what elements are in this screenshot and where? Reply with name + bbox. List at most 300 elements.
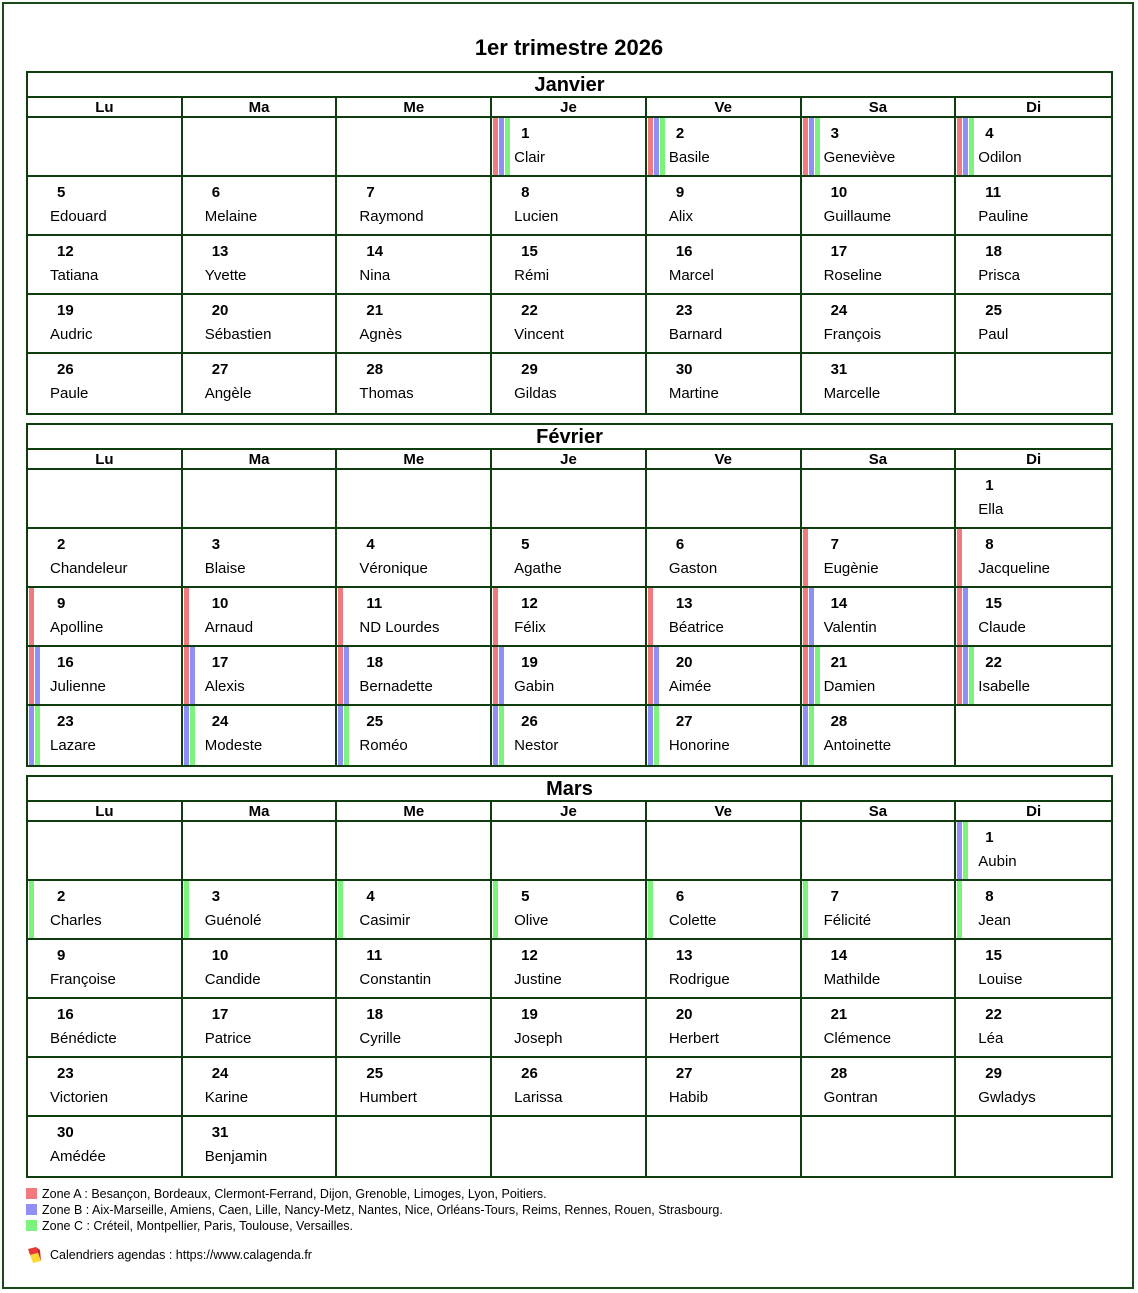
saint-name: Gildas [514, 385, 557, 402]
day-cell [802, 354, 957, 413]
day-cell [956, 529, 1111, 588]
holiday-zone-b-bar [493, 706, 498, 765]
empty-cell [492, 1117, 647, 1176]
day-cell [337, 940, 492, 999]
saint-name: Raymond [359, 208, 424, 225]
day-cell [28, 295, 183, 354]
credit-text: Calendriers agendas : https://www.calagenda.fr [50, 1248, 312, 1262]
day-number: 2 [675, 125, 685, 142]
day-cell [337, 295, 492, 354]
saint-name: Aubin [978, 853, 1017, 870]
day-number: 30 [57, 1124, 74, 1141]
empty-cell [28, 822, 183, 881]
day-number: 29 [985, 1065, 1002, 1082]
day-cell [183, 295, 338, 354]
day-number: 15 [985, 595, 1002, 612]
day-cell [337, 647, 492, 706]
saint-name: Habib [668, 1089, 709, 1106]
day-number: 27 [675, 713, 693, 730]
day-cell [956, 177, 1111, 236]
saint-name: Benjamin [204, 1148, 268, 1165]
day-number: 9 [675, 184, 685, 201]
saint-name: Honorine [668, 737, 730, 754]
day-number: 6 [675, 536, 685, 553]
legend-zone-b-text: Zone B : Aix-Marseille, Amiens, Caen, Lille, Nancy-Metz, Nantes, Nice, Orléans-Tours, Reims, Rennes, Rouen, Strasbourg. [42, 1203, 723, 1217]
empty-cell [956, 706, 1111, 765]
saint-name: Véronique [359, 560, 428, 577]
holiday-zone-b-bar [809, 118, 814, 175]
weekday-header: Me [337, 450, 492, 470]
day-number: 8 [985, 888, 994, 905]
empty-cell [802, 822, 957, 881]
empty-cell [647, 1117, 802, 1176]
empty-cell [183, 822, 338, 881]
day-cell [956, 940, 1111, 999]
day-number: 28 [830, 1065, 848, 1082]
saint-name: Guillaume [823, 208, 892, 225]
saint-name: Aimée [668, 678, 712, 695]
day-number: 13 [675, 595, 693, 612]
day-number: 26 [521, 713, 538, 730]
zone-a-swatch [26, 1188, 37, 1199]
saint-name: Claude [978, 619, 1026, 636]
saint-name: Victorien [50, 1089, 109, 1106]
weekday-header: Di [956, 450, 1111, 470]
day-number: 1 [985, 477, 994, 494]
saint-name: Roseline [823, 267, 882, 284]
saint-name: Nestor [514, 737, 559, 754]
weekday-header: Ve [647, 98, 802, 118]
day-cell [28, 177, 183, 236]
weekday-header: Me [337, 802, 492, 822]
day-number: 9 [57, 947, 66, 964]
saint-name: Léa [978, 1030, 1004, 1047]
holiday-zone-c-bar [815, 647, 820, 704]
day-number: 7 [830, 888, 839, 905]
saint-name: Yvette [204, 267, 247, 284]
empty-cell [337, 118, 492, 177]
saint-name: Guénolé [204, 912, 262, 929]
day-cell [28, 236, 183, 295]
day-number: 11 [366, 595, 383, 612]
day-cell [647, 940, 802, 999]
holiday-zone-b-bar [803, 706, 808, 765]
day-cell [337, 354, 492, 413]
holiday-zone-a-bar [184, 588, 189, 645]
holiday-zone-c-bar [35, 706, 40, 765]
weekday-header: Ve [647, 802, 802, 822]
day-cell [802, 177, 957, 236]
holiday-zone-b-bar [957, 822, 962, 879]
saint-name: Thomas [359, 385, 414, 402]
saint-name: Joseph [514, 1030, 563, 1047]
weekday-header: Di [956, 98, 1111, 118]
day-cell [492, 529, 647, 588]
day-cell [28, 706, 183, 765]
empty-cell [956, 354, 1111, 413]
holiday-zone-c-bar [499, 706, 504, 765]
day-cell [492, 118, 647, 177]
saint-name: Apolline [50, 619, 104, 636]
day-cell [492, 881, 647, 940]
saint-name: Barnard [668, 326, 723, 343]
holiday-zone-c-bar [338, 881, 343, 938]
day-number: 3 [211, 536, 221, 553]
day-cell [183, 999, 338, 1058]
day-cell [956, 236, 1111, 295]
day-cell [492, 647, 647, 706]
day-number: 1 [521, 125, 530, 142]
saint-name: Françoise [50, 971, 116, 988]
day-number: 13 [211, 243, 229, 260]
holiday-zone-c-bar [648, 881, 653, 938]
saint-name: Alexis [204, 678, 245, 695]
day-number: 28 [830, 713, 848, 730]
holiday-zone-a-bar [803, 588, 808, 645]
day-number: 22 [521, 302, 538, 319]
day-cell [802, 706, 957, 765]
saint-name: Mathilde [823, 971, 881, 988]
holiday-zone-b-bar [654, 118, 659, 175]
holiday-zone-a-bar [957, 529, 962, 586]
saint-name: Vincent [514, 326, 564, 343]
holiday-zone-c-bar [505, 118, 510, 175]
day-number: 15 [521, 243, 538, 260]
day-cell [183, 647, 338, 706]
month-grid [28, 450, 1111, 765]
day-cell [956, 470, 1111, 529]
empty-cell [492, 822, 647, 881]
day-cell [956, 881, 1111, 940]
saint-name: Audric [50, 326, 93, 343]
day-cell [647, 881, 802, 940]
month-block-0 [26, 71, 1113, 415]
day-cell [802, 529, 957, 588]
holiday-zone-c-bar [803, 881, 808, 938]
holiday-zone-c-bar [344, 706, 349, 765]
holiday-zone-a-bar [184, 647, 189, 704]
day-cell [802, 588, 957, 647]
saint-name: Larissa [514, 1089, 563, 1106]
saint-name: Lazare [50, 737, 96, 754]
day-number: 4 [366, 536, 375, 553]
holiday-zone-a-bar [29, 588, 34, 645]
day-cell [337, 529, 492, 588]
saint-name: Modeste [204, 737, 263, 754]
empty-cell [802, 470, 957, 529]
day-number: 18 [366, 654, 384, 671]
day-cell [28, 647, 183, 706]
day-cell [647, 1058, 802, 1117]
day-number: 19 [521, 654, 538, 671]
holiday-zone-a-bar [338, 588, 343, 645]
day-number: 10 [211, 947, 229, 964]
day-number: 7 [830, 536, 839, 553]
day-number: 27 [211, 361, 229, 378]
day-cell [28, 940, 183, 999]
day-number: 1 [985, 829, 994, 846]
day-cell [183, 236, 338, 295]
day-cell [492, 706, 647, 765]
saint-name: Pauline [978, 208, 1029, 225]
saint-name: Basile [668, 149, 710, 166]
holiday-zone-b-bar [35, 647, 40, 704]
holiday-zone-a-bar [493, 588, 498, 645]
day-cell [956, 1058, 1111, 1117]
day-number: 21 [366, 302, 384, 319]
day-number: 3 [211, 888, 221, 905]
day-cell [647, 647, 802, 706]
day-number: 20 [675, 654, 693, 671]
day-cell [183, 706, 338, 765]
holiday-zone-b-bar [963, 588, 968, 645]
day-number: 25 [366, 713, 384, 730]
day-cell [337, 999, 492, 1058]
month-name: Mars [28, 777, 1111, 802]
day-cell [802, 1058, 957, 1117]
day-cell [28, 999, 183, 1058]
day-cell [956, 118, 1111, 177]
day-number: 12 [57, 243, 74, 260]
day-number: 27 [675, 1065, 693, 1082]
day-number: 25 [366, 1065, 384, 1082]
holiday-zone-c-bar [190, 706, 195, 765]
saint-name: Bernadette [359, 678, 433, 695]
day-number: 7 [366, 184, 375, 201]
saint-name: Gaston [668, 560, 718, 577]
day-cell [647, 177, 802, 236]
day-number: 5 [521, 536, 530, 553]
zone-c-swatch [26, 1220, 37, 1231]
credit-line [26, 1245, 312, 1265]
weekday-header: Ma [183, 802, 338, 822]
day-number: 24 [830, 302, 848, 319]
legend-zone-a-text: Zone A : Besançon, Bordeaux, Clermont-Ferrand, Dijon, Grenoble, Limoges, Lyon, Poitiers. [42, 1187, 547, 1201]
day-cell [647, 999, 802, 1058]
day-number: 21 [830, 654, 848, 671]
day-number: 22 [985, 1006, 1002, 1023]
saint-name: Clémence [823, 1030, 892, 1047]
day-cell [956, 999, 1111, 1058]
day-cell [337, 881, 492, 940]
day-number: 23 [57, 713, 74, 730]
saint-name: Julienne [50, 678, 106, 695]
day-number: 17 [830, 243, 848, 260]
saint-name: Félix [514, 619, 546, 636]
day-cell [956, 647, 1111, 706]
holiday-zone-a-bar [493, 118, 498, 175]
saint-name: Odilon [978, 149, 1022, 166]
holiday-zone-c-bar [969, 647, 974, 704]
day-number: 4 [366, 888, 375, 905]
holiday-zone-b-bar [809, 588, 814, 645]
empty-cell [647, 822, 802, 881]
day-number: 31 [211, 1124, 229, 1141]
day-cell [647, 529, 802, 588]
saint-name: Amédée [50, 1148, 106, 1165]
day-number: 2 [57, 888, 66, 905]
day-number: 30 [675, 361, 693, 378]
saint-name: Rodrigue [668, 971, 730, 988]
holiday-zone-c-bar [660, 118, 665, 175]
saint-name: Olive [514, 912, 549, 929]
holiday-zone-c-bar [809, 706, 814, 765]
day-number: 21 [830, 1006, 848, 1023]
holiday-zone-b-bar [499, 118, 504, 175]
holiday-zone-a-bar [29, 647, 34, 704]
day-cell [802, 999, 957, 1058]
month-name: Janvier [28, 73, 1111, 98]
day-number: 8 [985, 536, 994, 553]
saint-name: Blaise [204, 560, 246, 577]
saint-name: Martine [668, 385, 719, 402]
weekday-header: Ma [183, 450, 338, 470]
day-number: 29 [521, 361, 538, 378]
legend-zone-b [26, 1202, 723, 1218]
holiday-zone-b-bar [29, 706, 34, 765]
day-cell [647, 706, 802, 765]
day-cell [956, 295, 1111, 354]
day-cell [337, 177, 492, 236]
saint-name: Patrice [204, 1030, 252, 1047]
day-number: 15 [985, 947, 1002, 964]
holiday-zone-a-bar [957, 647, 962, 704]
saint-name: Casimir [359, 912, 411, 929]
day-number: 10 [211, 595, 229, 612]
day-number: 25 [985, 302, 1002, 319]
weekday-header: Me [337, 98, 492, 118]
holiday-zone-b-bar [809, 647, 814, 704]
day-cell [647, 295, 802, 354]
saint-name: Ella [978, 501, 1004, 518]
holiday-zone-c-bar [815, 118, 820, 175]
holiday-zone-a-bar [957, 118, 962, 175]
day-cell [28, 881, 183, 940]
saint-name: Arnaud [204, 619, 254, 636]
day-number: 20 [675, 1006, 693, 1023]
day-cell [337, 1058, 492, 1117]
saint-name: Angèle [204, 385, 252, 402]
day-cell [647, 588, 802, 647]
day-cell [183, 881, 338, 940]
day-cell [802, 881, 957, 940]
weekday-header: Sa [802, 98, 957, 118]
saint-name: Karine [204, 1089, 249, 1106]
calagenda-logo-icon [26, 1246, 44, 1264]
saint-name: Marcelle [823, 385, 881, 402]
holiday-zone-a-bar [493, 647, 498, 704]
empty-cell [647, 470, 802, 529]
saint-name: Melaine [204, 208, 258, 225]
saint-name: Jacqueline [978, 560, 1050, 577]
holiday-zone-c-bar [184, 881, 189, 938]
saint-name: Félicité [823, 912, 872, 929]
page-title: 1er trimestre 2026 [474, 35, 664, 60]
holiday-zone-b-bar [654, 647, 659, 704]
day-cell [647, 236, 802, 295]
saint-name: Antoinette [823, 737, 892, 754]
holiday-zone-c-bar [654, 706, 659, 765]
holiday-zone-c-bar [493, 881, 498, 938]
weekday-header: Je [492, 450, 647, 470]
day-cell [183, 177, 338, 236]
weekday-header: Lu [28, 98, 183, 118]
day-number: 14 [830, 595, 848, 612]
saint-name: Geneviève [823, 149, 896, 166]
saint-name: Isabelle [978, 678, 1030, 695]
saint-name: Rémi [514, 267, 550, 284]
day-number: 28 [366, 361, 384, 378]
holiday-zone-b-bar [963, 647, 968, 704]
month-name: Février [28, 425, 1111, 450]
saint-name: Candide [204, 971, 261, 988]
saint-name: Jean [978, 912, 1011, 929]
day-number: 8 [521, 184, 530, 201]
day-number: 23 [57, 1065, 74, 1082]
saint-name: Herbert [668, 1030, 719, 1047]
holiday-zone-c-bar [957, 881, 962, 938]
day-cell [492, 1058, 647, 1117]
weekday-header: Ve [647, 450, 802, 470]
saint-name: Clair [514, 149, 545, 166]
day-cell [183, 354, 338, 413]
day-number: 16 [675, 243, 693, 260]
month-grid [28, 802, 1111, 1176]
empty-cell [802, 1117, 957, 1176]
empty-cell [492, 470, 647, 529]
saint-name: Gontran [823, 1089, 878, 1106]
saint-name: Humbert [359, 1089, 417, 1106]
day-number: 12 [521, 947, 538, 964]
saint-name: Lucien [514, 208, 559, 225]
day-number: 23 [675, 302, 693, 319]
day-number: 24 [211, 713, 229, 730]
day-number: 5 [57, 184, 66, 201]
legend-zone-c [26, 1218, 723, 1234]
day-number: 20 [211, 302, 229, 319]
day-cell [492, 295, 647, 354]
saint-name: Paul [978, 326, 1009, 343]
holiday-zone-b-bar [338, 706, 343, 765]
day-number: 11 [985, 184, 1002, 201]
day-cell [28, 1058, 183, 1117]
saint-name: Damien [823, 678, 876, 695]
legend-zone-a [26, 1186, 723, 1202]
holiday-zone-a-bar [957, 588, 962, 645]
day-number: 16 [57, 1006, 74, 1023]
day-cell [802, 295, 957, 354]
empty-cell [337, 470, 492, 529]
day-cell [183, 588, 338, 647]
day-cell [337, 588, 492, 647]
holiday-zone-b-bar [963, 118, 968, 175]
day-cell [647, 118, 802, 177]
holiday-zone-a-bar [648, 588, 653, 645]
day-number: 6 [675, 888, 685, 905]
day-cell [492, 354, 647, 413]
empty-cell [183, 470, 338, 529]
saint-name: Tatiana [50, 267, 99, 284]
holiday-zone-b-bar [184, 706, 189, 765]
holiday-zone-b-bar [344, 647, 349, 704]
day-cell [802, 647, 957, 706]
holiday-zone-c-bar [969, 118, 974, 175]
saint-name: Alix [668, 208, 694, 225]
day-cell [28, 529, 183, 588]
day-number: 14 [830, 947, 848, 964]
weekday-header: Di [956, 802, 1111, 822]
day-cell [183, 1117, 338, 1176]
